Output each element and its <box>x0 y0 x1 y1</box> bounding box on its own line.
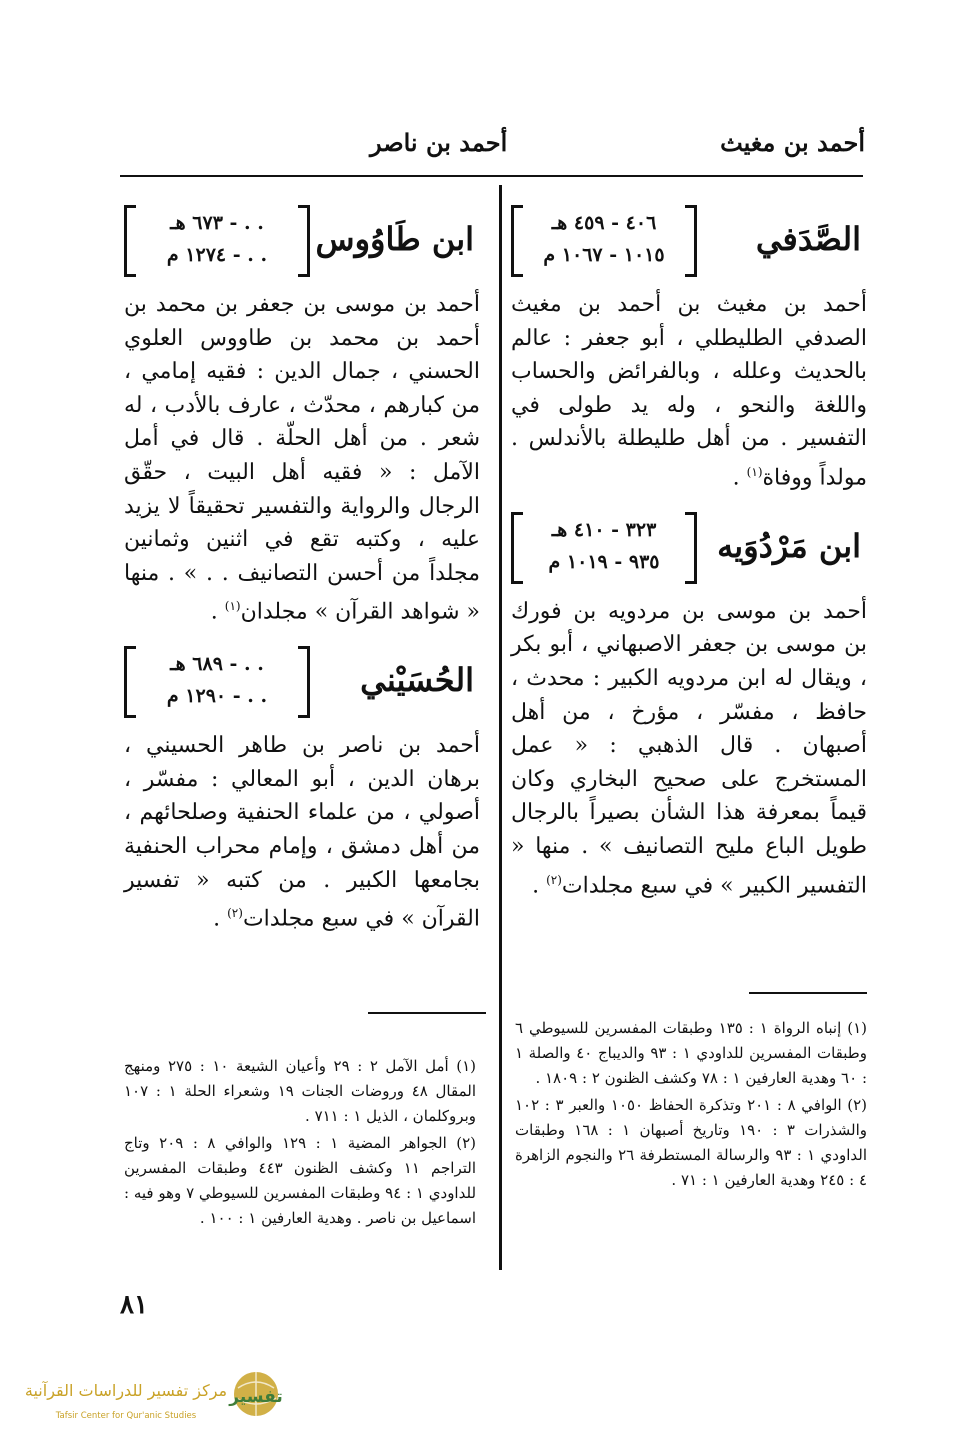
tafsir-center-logo <box>18 1368 288 1428</box>
entry-husayni <box>124 639 480 936</box>
hijri-date: . . - ٦٨٩ هـ <box>170 653 264 676</box>
entry-sadafi <box>511 198 867 495</box>
hijri-date: ٤٠٦ - ٤٥٩ هـ <box>551 212 657 234</box>
entry-header <box>124 198 480 280</box>
hijri-date: . . - ٦٧٣ هـ <box>170 212 264 234</box>
logo-mark: تفسير <box>229 1387 283 1407</box>
bracket-right <box>298 646 310 718</box>
footnote-rule-left <box>368 1012 486 1014</box>
footnotes-left <box>124 1054 476 1233</box>
entry-header <box>511 505 867 587</box>
footnote-rule-right <box>749 992 867 994</box>
entry-ibn-tawus <box>124 198 480 629</box>
bracket-left <box>511 512 523 584</box>
footnotes-right <box>515 1016 867 1195</box>
footnote: (١) إنباه الرواة ١ : ١٣٥ وطبقات المفسرين للسيوطي ٦ وطبقات المفسرين للداودي ١ : ٩٣ والديباج ٤٠ والصلة ١ : ٦٠ وهدية العارفين ١ : ٧٨ وكشف الظنون ٢ : ١٨٠٩ . <box>515 1019 867 1087</box>
bracket-right <box>685 512 697 584</box>
gregorian-date: ١٠١٥ - ١٠٦٧ م <box>543 244 665 266</box>
entry-name: ابن مَرْدُوَيه <box>717 526 861 565</box>
entry-name: الصَّدَفي <box>755 220 861 258</box>
logo-graphic <box>18 1368 288 1428</box>
entry-text: أحمد بن مغيث بن أحمد بن مغيث الصدفي الطليطلي ، أبو جعفر : عالم بالحديث وعلله ، وبالفرائض والحساب واللغة والنحو ، وله يد طولى في التفسير . من أهل طليطلة بالأندلس . مولداً ووفاة$^{(١)}$ . <box>511 292 867 491</box>
header-rule <box>120 175 863 177</box>
footnote: (٢) الجواهر المضية ١ : ١٢٩ والوافي ٨ : ٢٠٩ وتاج التراجم ١١ وكشف الظنون ٤٤٣ وطبقات المفسرين للداودي ١ : ٩٤ وطبقات المفسرين للسيوطي ٧ وهو فيه : اسماعيل بن ناصر . وهدية العارفين ١ : ١٠٠ . <box>124 1134 477 1227</box>
entry-name: الحُسَيْني <box>360 661 474 700</box>
bracket-left <box>511 205 523 277</box>
footnote-ref: (٢) <box>227 906 243 921</box>
logo-title: مركز تفسير للدراسات القرآنية <box>24 1381 228 1400</box>
footnote-ref: (١) <box>224 599 241 614</box>
running-header-left: أحمد بن ناصر <box>370 128 508 157</box>
date-box <box>511 512 697 580</box>
footnote-ref: (١) <box>746 464 763 479</box>
running-header-right: أحمد بن مغيث <box>720 128 865 157</box>
entry-text: أحمد بن ناصر بن طاهر الحسيني ، برهان الدين ، أبو المعالي : مفسّر ، أصولي ، من علماء الحنفية وصلحائهم ، من أهل دمشق ، وإمام محراب الحنفية بجامعها الكبير . من كتبه « تفسير القرآن » في سبع مجلدات$^{(٢)}$ . <box>124 733 480 932</box>
column-left <box>124 198 480 936</box>
bracket-right <box>298 205 310 277</box>
logo-subtitle: Tafsir Center for Qur'anic Studies <box>55 1411 197 1421</box>
entry-text: أحمد بن موسى بن مردويه بن فورك بن موسى بن جعفر الاصبهاني ، أبو بكر ، ويقال له ابن مردويه الكبير : محدث ، حافظ ، مفسّر ، مؤرخ ، من أهل أصبهان . قال الذهبي : « عمل المستخرج على صحيح البخاري وكان قيماً بمعرفة هذا الشأن بصيراً بالرجال طويل الباع مليح التصانيف » . منها « التفسير الكبير » في سبع مجلدات$^{(٢)}$ . <box>511 598 867 898</box>
page-number: ٨١ <box>120 1290 148 1320</box>
gregorian-date: ٩٣٥ - ١٠١٩ م <box>548 550 660 573</box>
column-right <box>511 198 867 903</box>
column-divider <box>499 185 502 1270</box>
hijri-date: ٣٢٣ - ٤١٠ هـ <box>551 518 657 541</box>
gregorian-date: . . - ١٢٧٤ م <box>166 244 268 266</box>
date-box <box>124 205 310 273</box>
entry-ibn-marduyah <box>511 505 867 903</box>
entry-header <box>511 198 867 280</box>
bracket-left <box>124 646 136 718</box>
footnote-ref: (٢) <box>546 872 562 887</box>
entry-text: أحمد بن موسى بن جعفر بن محمد بن أحمد بن محمد بن طاووس العلوي الحسني ، جمال الدين : فقيه إمامي ، من كبارهم ، محدّث ، عارف بالأدب ، له شعر . من أهل الحلّة . قال في أمل الآمل : « فقيه أهل البيت ، حقّق الرجال والرواية والتفسير تحقيقاً لا يزيد عليه ، وكتبه تقع في اثنين وثمانين مجلداً من أحسن التصانيف . . » . منها « شواهد القرآن » مجلدان$^{(١)}$ . <box>124 292 480 625</box>
entry-header <box>124 639 480 721</box>
entry-name: ابن طَاوُوس <box>315 220 474 258</box>
footnote: (٢) الوافي ٨ : ٢٠١ وتذكرة الحفاظ ١٠٥٠ والعبر ٣ : ١٠٢ والشذرات ٣ : ١٩٠ وتاريخ أصبهان ١ : ١٦٨ وطبقات الداودي ١ : ٩٣ والرسالة المستطرفة ٢٦ والنجوم الزاهرة ٤ : ٢٤٥ وهدية العارفين ١ : ٧١ . <box>515 1096 868 1189</box>
bracket-left <box>124 205 136 277</box>
gregorian-date: . . - ١٢٩٠ م <box>166 685 268 708</box>
bracket-right <box>685 205 697 277</box>
date-box <box>124 646 310 714</box>
date-box <box>511 205 697 273</box>
footnote: (١) أمل الآمل ٢ : ٢٩ وأعيان الشيعة ١٠ : ٢٧٥ ومنهج المقال ٤٨ وروضات الجنات ١٩ وشعراء الحلة ١ : ١٠٧ وبروكلمان ، الذيل ١ : ٧١١ . <box>124 1057 477 1125</box>
